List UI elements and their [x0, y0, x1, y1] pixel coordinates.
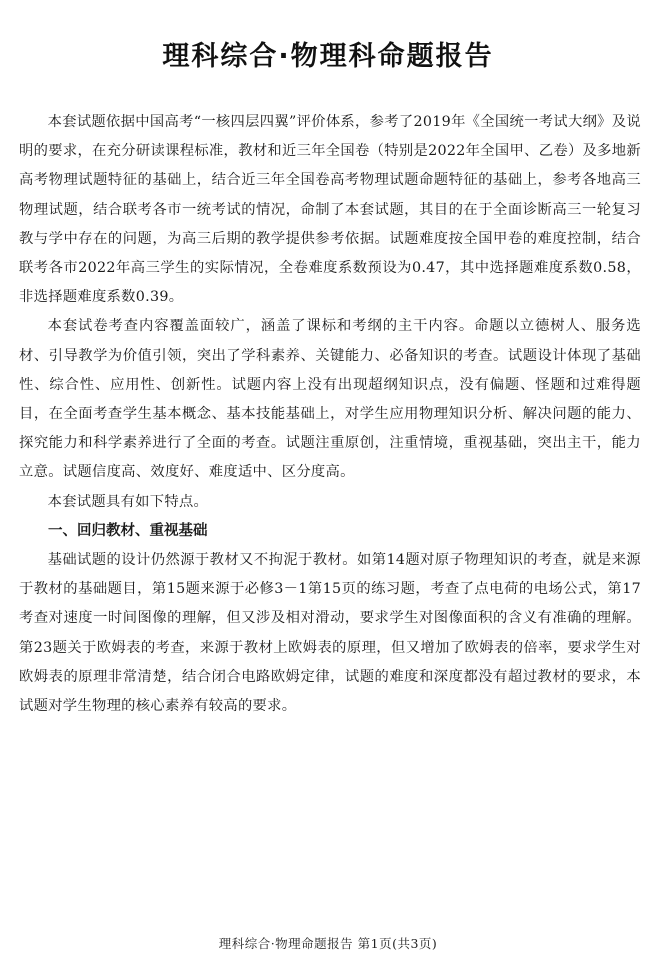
paragraph-scope: 本套试卷考查内容覆盖面较广，涵盖了课标和考纲的主干内容。命题以立德树人、服务选材、引导教学为价值引领，突出了学科素养、关键能力、必备知识的考查。试题设计体现了基础性、综合性、应用性、创新性。试题内容上没有出现超纲知识点，没有偏题、怪题和过难得题目，在全面考查学生基本概念、基本技能基础上，对学生应用物理知识分析、解决问题的能力、探究能力和科学素养进行了全面的考查。试题注重原创，注重情境，重视基础，突出主干，能力立意。试题信度高、效度好、难度适中、区分度高。	[19, 318, 641, 481]
paragraph-features-lead: 本套试题具有如下特点。	[47, 493, 209, 510]
paragraph-basics: 基础试题的设计仍然源于教材又不拘泥于教材。如第14题对原子物理知识的考查，就是来源于教材的基础题目，第15题来源于必修3－1第15页的练习题，考查了点电荷的电场公式，第17考查对速度一时间图像的理解，但又涉及相对滑动，要求学生对图像面积的含义有准确的理解。第23题关于欧姆表的考查，来源于教材上欧姆表的原理，但又增加了欧姆表的倍率，要求学生对欧姆表的原理非常清楚，结合闭合电路欧姆定律，试题的难度和深度都没有超过教材的要求，本试题对学生物理的核心素养有较高的要求。	[19, 552, 641, 715]
page-title: 理科综合·物理科命题报告	[162, 41, 494, 72]
paragraph-intro: 本套试题依据中国高考“一核四层四翼”评价体系，参考了2019年《全国统一考试大纲》及说明的要求，在充分研读课程标准，教材和近三年全国卷（特别是2022年全国甲、乙卷）及多地新高考物理试题特征的基础上，结合近三年全国卷高考物理试题命题特征的基础上，参考各地高三物理试题，结合联考各市一统考试的情况，命制了本套试题，其目的在于全面诊断高三一轮复习教与学中存在的问题，为高三后期的教学提供参考依据。试题难度按全国甲卷的难度控制，结合联考各市2022年高三学生的实际情况，全卷难度系数预设为0.47，其中选择题难度系数0.58，非选择题难度系数0.39。	[19, 114, 641, 306]
document-body	[19, 108, 641, 721]
page-footer: 理科综合·物理命题报告 第1页(共3页)	[218, 936, 438, 951]
section-heading-1: 一、回归教材、重视基础	[48, 522, 208, 539]
